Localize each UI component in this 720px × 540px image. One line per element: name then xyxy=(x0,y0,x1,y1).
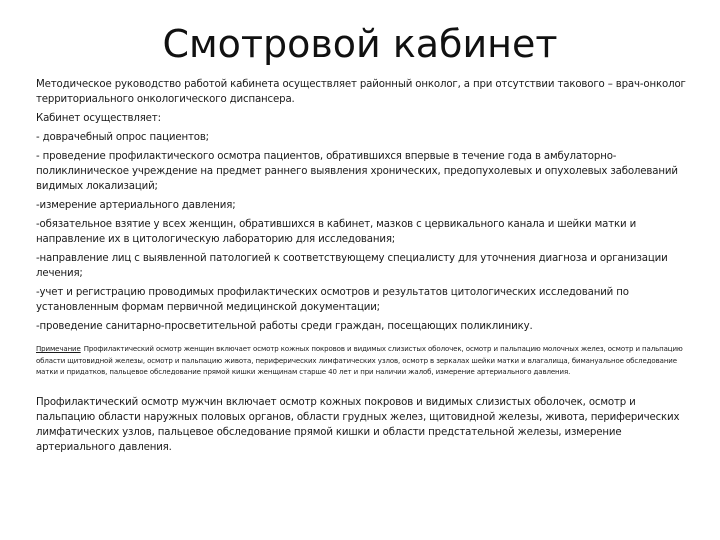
function-item: -направление лиц с выявленной патологией к соответствующему специалисту для уточнения диагноза и организации лечения; xyxy=(36,253,668,279)
note-text: Профилактический осмотр женщин включает осмотр кожных покровов и видимых слизистых оболочек, осмотр и пальпацию молочных желез, осмотр и пальпацию области щитовидной железы, осмотр и пальпацию живота, периферических лимфатических узлов, осмотр в зеркалах шейки матки и влагалища, бимануальное обследование матки и придатков, пальцевое обследование прямой кишки женщинам старше 40 лет и при наличии жалоб, измерение артериального давления. xyxy=(36,345,683,376)
function-item: - доврачебный опрос пациентов; xyxy=(36,132,209,143)
intro-paragraph: Методическое руководство работой кабинета осуществляет районный онколог, а при отсутствии такового – врач-онколог территориального онкологического диспансера. xyxy=(36,79,686,105)
function-item: - проведение профилактического осмотра пациентов, обратившихся впервые в течение года в амбулаторно-поликлиническое учреждение на предмет раннего выявления хронических, предопухолевых и опухолевых заболеваний видимых локализаций; xyxy=(36,151,678,192)
men-exam-paragraph: Профилактический осмотр мужчин включает осмотр кожных покровов и видимых слизистых оболочек, осмотр и пальпацию области наружных половых органов, области грудных желез, щитовидной железы, живота, периферических лимфатических узлов, пальцевое обследование прямой кишки и области предстательной железы, измерение артериального давления. xyxy=(36,396,680,453)
slide-content xyxy=(36,77,686,455)
note-label: Примечание xyxy=(36,345,81,353)
function-item: -проведение санитарно-просветительной работы среди граждан, посещающих поликлинику. xyxy=(36,321,533,332)
functions-heading: Кабинет осуществляет: xyxy=(36,113,161,124)
function-item: -учет и регистрацию проводимых профилактических осмотров и результатов цитологических исследований по установленным формам первичной медицинской документации; xyxy=(36,287,629,313)
note-paragraph xyxy=(36,344,686,379)
slide-title: Смотровой кабинет xyxy=(162,22,558,66)
function-item: -обязательное взятие у всех женщин, обратившихся в кабинет, мазков с цервикального канала и шейки матки и направление их в цитологическую лабораторию для исследования; xyxy=(36,219,637,245)
function-item: -измерение артериального давления; xyxy=(36,200,236,211)
